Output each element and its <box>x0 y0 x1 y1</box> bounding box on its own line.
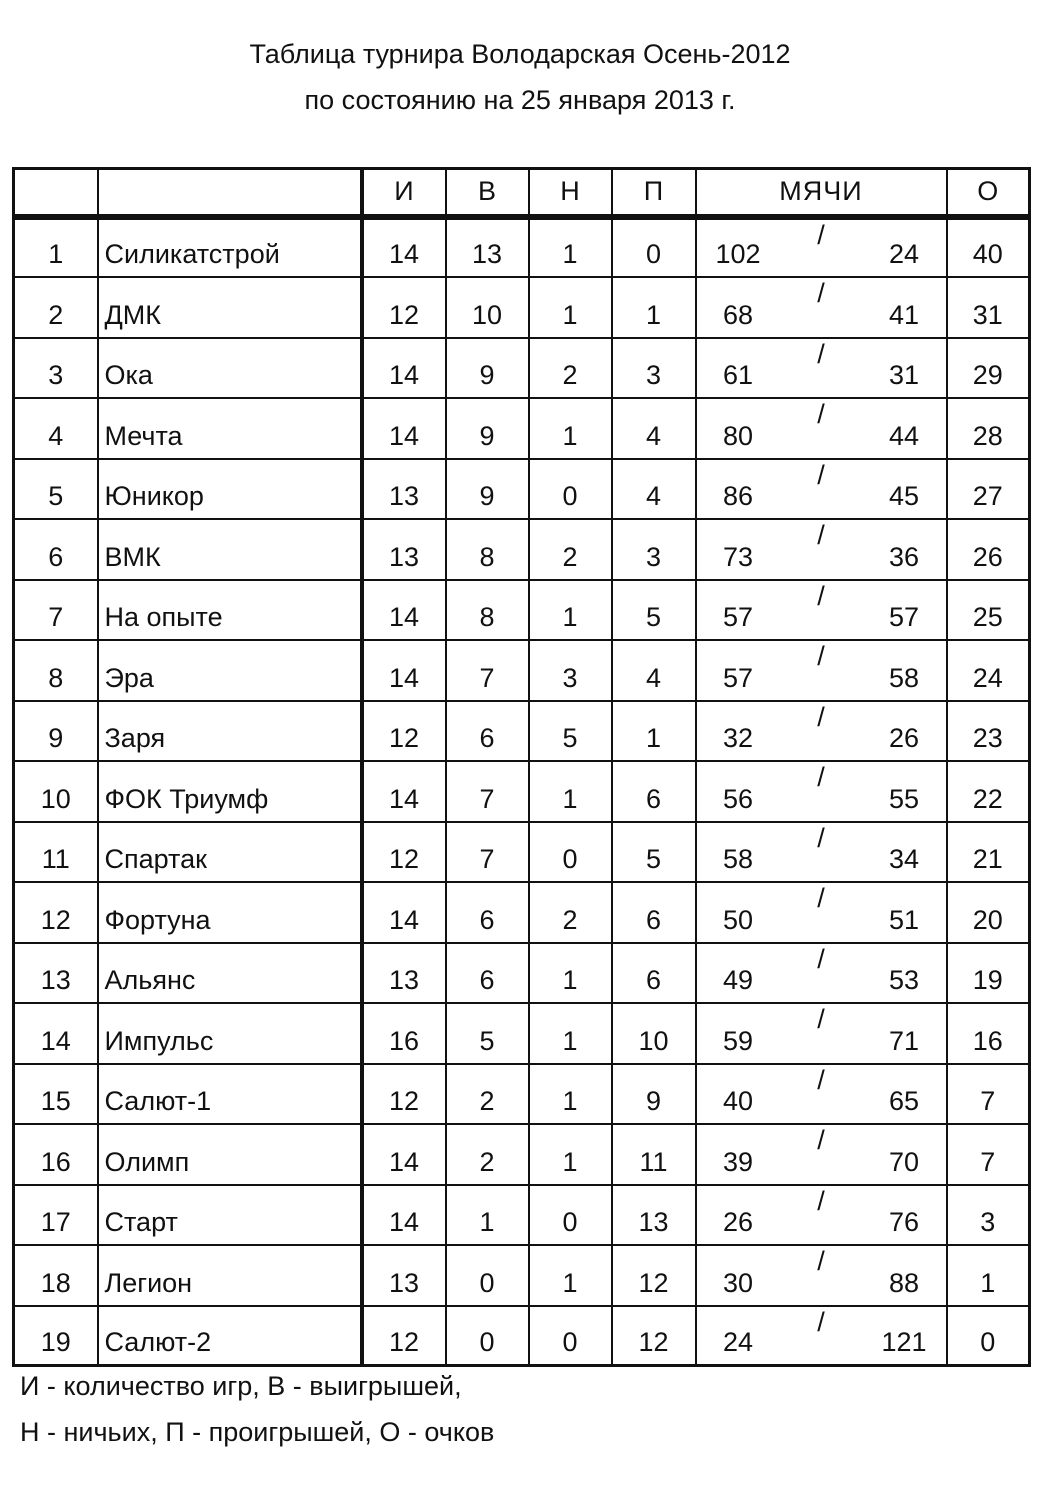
cell-goals-separator: / <box>780 943 863 1004</box>
cell-team: Салют-2 <box>98 1306 362 1366</box>
cell-goals-for: 40 <box>696 1064 780 1125</box>
cell-points: 21 <box>947 822 1030 883</box>
cell-goals-separator: / <box>780 640 863 701</box>
cell-draws: 1 <box>529 1064 612 1125</box>
cell-place: 3 <box>14 338 98 399</box>
cell-wins: 5 <box>446 1003 529 1064</box>
header-games: И <box>362 169 446 217</box>
cell-place: 14 <box>14 1003 98 1064</box>
cell-draws: 1 <box>529 398 612 459</box>
table-row <box>14 1124 1030 1185</box>
cell-team: Импульс <box>98 1003 362 1064</box>
cell-place: 16 <box>14 1124 98 1185</box>
table-row <box>14 277 1030 338</box>
cell-goals-against: 53 <box>863 943 947 1004</box>
cell-goals-separator: / <box>780 1185 863 1246</box>
cell-goals-for: 68 <box>696 277 780 338</box>
cell-points: 40 <box>947 217 1030 278</box>
cell-goals-for: 102 <box>696 217 780 278</box>
cell-place: 4 <box>14 398 98 459</box>
cell-games: 12 <box>362 1064 446 1125</box>
header-points: О <box>947 169 1030 217</box>
cell-wins: 2 <box>446 1124 529 1185</box>
cell-losses: 6 <box>612 761 696 822</box>
cell-goals-for: 30 <box>696 1245 780 1306</box>
table-row <box>14 1185 1030 1246</box>
cell-games: 14 <box>362 761 446 822</box>
cell-draws: 0 <box>529 459 612 520</box>
cell-goals-for: 32 <box>696 701 780 762</box>
cell-games: 12 <box>362 277 446 338</box>
cell-goals-for: 59 <box>696 1003 780 1064</box>
cell-games: 14 <box>362 640 446 701</box>
cell-place: 18 <box>14 1245 98 1306</box>
cell-games: 13 <box>362 943 446 1004</box>
cell-losses: 12 <box>612 1306 696 1366</box>
cell-losses: 1 <box>612 701 696 762</box>
cell-wins: 7 <box>446 822 529 883</box>
cell-goals-for: 73 <box>696 519 780 580</box>
table-row <box>14 882 1030 943</box>
page-subtitle: по состоянию на 25 января 2013 г. <box>304 85 736 115</box>
cell-goals-against: 31 <box>863 338 947 399</box>
cell-losses: 3 <box>612 338 696 399</box>
cell-goals-separator: / <box>780 398 863 459</box>
cell-points: 31 <box>947 277 1030 338</box>
cell-team: Легион <box>98 1245 362 1306</box>
cell-wins: 6 <box>446 943 529 1004</box>
table-row <box>14 1003 1030 1064</box>
cell-games: 12 <box>362 701 446 762</box>
cell-team: Фортуна <box>98 882 362 943</box>
cell-team: Олимп <box>98 1124 362 1185</box>
cell-draws: 2 <box>529 338 612 399</box>
cell-goals-separator: / <box>780 217 863 278</box>
cell-goals-for: 57 <box>696 640 780 701</box>
cell-team: ВМК <box>98 519 362 580</box>
cell-draws: 1 <box>529 943 612 1004</box>
cell-wins: 8 <box>446 580 529 641</box>
page-title: Таблица турнира Володарская Осень-2012 <box>249 39 791 69</box>
cell-losses: 4 <box>612 398 696 459</box>
cell-draws: 1 <box>529 761 612 822</box>
cell-points: 7 <box>947 1064 1030 1125</box>
cell-points: 25 <box>947 580 1030 641</box>
cell-games: 12 <box>362 822 446 883</box>
cell-goals-against: 121 <box>863 1306 947 1366</box>
cell-games: 14 <box>362 217 446 278</box>
cell-goals-separator: / <box>780 1306 863 1366</box>
cell-team: Заря <box>98 701 362 762</box>
cell-draws: 1 <box>529 580 612 641</box>
cell-losses: 0 <box>612 217 696 278</box>
cell-losses: 9 <box>612 1064 696 1125</box>
cell-team: Салют-1 <box>98 1064 362 1125</box>
cell-points: 3 <box>947 1185 1030 1246</box>
cell-goals-separator: / <box>780 277 863 338</box>
cell-points: 23 <box>947 701 1030 762</box>
cell-goals-for: 80 <box>696 398 780 459</box>
cell-losses: 1 <box>612 277 696 338</box>
table-row <box>14 761 1030 822</box>
cell-draws: 3 <box>529 640 612 701</box>
cell-games: 12 <box>362 1306 446 1366</box>
cell-goals-separator: / <box>780 822 863 883</box>
table-row <box>14 822 1030 883</box>
cell-points: 1 <box>947 1245 1030 1306</box>
cell-place: 15 <box>14 1064 98 1125</box>
cell-wins: 0 <box>446 1306 529 1366</box>
cell-place: 8 <box>14 640 98 701</box>
cell-team: Силикатстрой <box>98 217 362 278</box>
cell-draws: 0 <box>529 822 612 883</box>
cell-losses: 5 <box>612 580 696 641</box>
cell-goals-against: 41 <box>863 277 947 338</box>
cell-goals-separator: / <box>780 1245 863 1306</box>
table-row <box>14 1245 1030 1306</box>
cell-games: 14 <box>362 882 446 943</box>
cell-draws: 5 <box>529 701 612 762</box>
header-losses: П <box>612 169 696 217</box>
cell-team: Альянс <box>98 943 362 1004</box>
cell-goals-against: 26 <box>863 701 947 762</box>
cell-losses: 4 <box>612 640 696 701</box>
cell-goals-separator: / <box>780 459 863 520</box>
cell-wins: 9 <box>446 338 529 399</box>
cell-points: 0 <box>947 1306 1030 1366</box>
cell-place: 2 <box>14 277 98 338</box>
cell-goals-for: 56 <box>696 761 780 822</box>
table-row <box>14 1064 1030 1125</box>
cell-place: 10 <box>14 761 98 822</box>
cell-place: 1 <box>14 217 98 278</box>
cell-team: Старт <box>98 1185 362 1246</box>
cell-wins: 1 <box>446 1185 529 1246</box>
cell-points: 20 <box>947 882 1030 943</box>
cell-team: Ока <box>98 338 362 399</box>
cell-goals-separator: / <box>780 1003 863 1064</box>
header-wins: В <box>446 169 529 217</box>
cell-losses: 12 <box>612 1245 696 1306</box>
cell-wins: 9 <box>446 459 529 520</box>
cell-games: 14 <box>362 580 446 641</box>
table-row <box>14 1306 1030 1366</box>
cell-losses: 5 <box>612 822 696 883</box>
cell-draws: 0 <box>529 1185 612 1246</box>
cell-goals-for: 58 <box>696 822 780 883</box>
header-team <box>98 169 362 217</box>
cell-wins: 13 <box>446 217 529 278</box>
cell-goals-separator: / <box>780 761 863 822</box>
cell-goals-against: 51 <box>863 882 947 943</box>
cell-goals-against: 55 <box>863 761 947 822</box>
cell-goals-against: 71 <box>863 1003 947 1064</box>
cell-goals-against: 70 <box>863 1124 947 1185</box>
cell-goals-against: 76 <box>863 1185 947 1246</box>
cell-place: 11 <box>14 822 98 883</box>
cell-goals-against: 36 <box>863 519 947 580</box>
cell-goals-separator: / <box>780 338 863 399</box>
cell-goals-against: 34 <box>863 822 947 883</box>
table-row <box>14 640 1030 701</box>
legend-line-2: Н - ничьих, П - проигрышей, О - очков <box>20 1417 495 1447</box>
table-header-row <box>14 169 1030 217</box>
table-row <box>14 217 1030 278</box>
cell-goals-separator: / <box>780 701 863 762</box>
cell-draws: 1 <box>529 217 612 278</box>
cell-draws: 0 <box>529 1306 612 1366</box>
cell-goals-against: 45 <box>863 459 947 520</box>
cell-wins: 10 <box>446 277 529 338</box>
cell-games: 14 <box>362 338 446 399</box>
cell-losses: 11 <box>612 1124 696 1185</box>
cell-goals-against: 88 <box>863 1245 947 1306</box>
cell-goals-separator: / <box>780 580 863 641</box>
cell-losses: 13 <box>612 1185 696 1246</box>
header-place <box>14 169 98 217</box>
cell-goals-against: 58 <box>863 640 947 701</box>
cell-goals-separator: / <box>780 519 863 580</box>
cell-goals-against: 57 <box>863 580 947 641</box>
cell-team: На опыте <box>98 580 362 641</box>
table-row <box>14 398 1030 459</box>
cell-losses: 6 <box>612 882 696 943</box>
cell-wins: 6 <box>446 882 529 943</box>
cell-games: 14 <box>362 1185 446 1246</box>
cell-losses: 4 <box>612 459 696 520</box>
cell-place: 13 <box>14 943 98 1004</box>
cell-points: 29 <box>947 338 1030 399</box>
cell-losses: 3 <box>612 519 696 580</box>
cell-goals-for: 24 <box>696 1306 780 1366</box>
cell-place: 7 <box>14 580 98 641</box>
cell-draws: 1 <box>529 277 612 338</box>
cell-games: 14 <box>362 398 446 459</box>
table-row <box>14 459 1030 520</box>
cell-losses: 10 <box>612 1003 696 1064</box>
cell-place: 17 <box>14 1185 98 1246</box>
legend-line-1: И - количество игр, В - выигрышей, <box>20 1371 462 1401</box>
cell-goals-for: 57 <box>696 580 780 641</box>
cell-wins: 9 <box>446 398 529 459</box>
cell-wins: 2 <box>446 1064 529 1125</box>
cell-points: 24 <box>947 640 1030 701</box>
cell-games: 13 <box>362 519 446 580</box>
cell-goals-for: 26 <box>696 1185 780 1246</box>
header-goals: МЯЧИ <box>696 169 947 217</box>
cell-games: 14 <box>362 1124 446 1185</box>
cell-points: 22 <box>947 761 1030 822</box>
cell-points: 28 <box>947 398 1030 459</box>
table-row <box>14 943 1030 1004</box>
cell-wins: 6 <box>446 701 529 762</box>
cell-goals-separator: / <box>780 1124 863 1185</box>
cell-team: Юникор <box>98 459 362 520</box>
cell-goals-against: 24 <box>863 217 947 278</box>
cell-games: 13 <box>362 459 446 520</box>
table-row <box>14 701 1030 762</box>
cell-place: 5 <box>14 459 98 520</box>
cell-draws: 2 <box>529 519 612 580</box>
cell-wins: 7 <box>446 640 529 701</box>
table-row <box>14 338 1030 399</box>
table-row <box>14 519 1030 580</box>
cell-wins: 7 <box>446 761 529 822</box>
cell-team: ДМК <box>98 277 362 338</box>
cell-points: 26 <box>947 519 1030 580</box>
cell-goals-for: 61 <box>696 338 780 399</box>
cell-place: 12 <box>14 882 98 943</box>
cell-wins: 0 <box>446 1245 529 1306</box>
cell-points: 7 <box>947 1124 1030 1185</box>
cell-goals-against: 65 <box>863 1064 947 1125</box>
cell-goals-against: 44 <box>863 398 947 459</box>
cell-draws: 2 <box>529 882 612 943</box>
cell-goals-for: 49 <box>696 943 780 1004</box>
cell-points: 19 <box>947 943 1030 1004</box>
cell-wins: 8 <box>446 519 529 580</box>
cell-points: 27 <box>947 459 1030 520</box>
cell-team: Мечта <box>98 398 362 459</box>
cell-place: 19 <box>14 1306 98 1366</box>
standings-table <box>12 167 1031 1367</box>
cell-team: Эра <box>98 640 362 701</box>
cell-place: 6 <box>14 519 98 580</box>
cell-draws: 1 <box>529 1124 612 1185</box>
cell-games: 16 <box>362 1003 446 1064</box>
cell-goals-separator: / <box>780 882 863 943</box>
table-row <box>14 580 1030 641</box>
cell-goals-for: 86 <box>696 459 780 520</box>
cell-goals-for: 50 <box>696 882 780 943</box>
header-draws: Н <box>529 169 612 217</box>
cell-losses: 6 <box>612 943 696 1004</box>
cell-team: Спартак <box>98 822 362 883</box>
cell-place: 9 <box>14 701 98 762</box>
cell-draws: 1 <box>529 1245 612 1306</box>
cell-goals-separator: / <box>780 1064 863 1125</box>
cell-games: 13 <box>362 1245 446 1306</box>
cell-draws: 1 <box>529 1003 612 1064</box>
cell-goals-for: 39 <box>696 1124 780 1185</box>
cell-points: 16 <box>947 1003 1030 1064</box>
cell-team: ФОК Триумф <box>98 761 362 822</box>
